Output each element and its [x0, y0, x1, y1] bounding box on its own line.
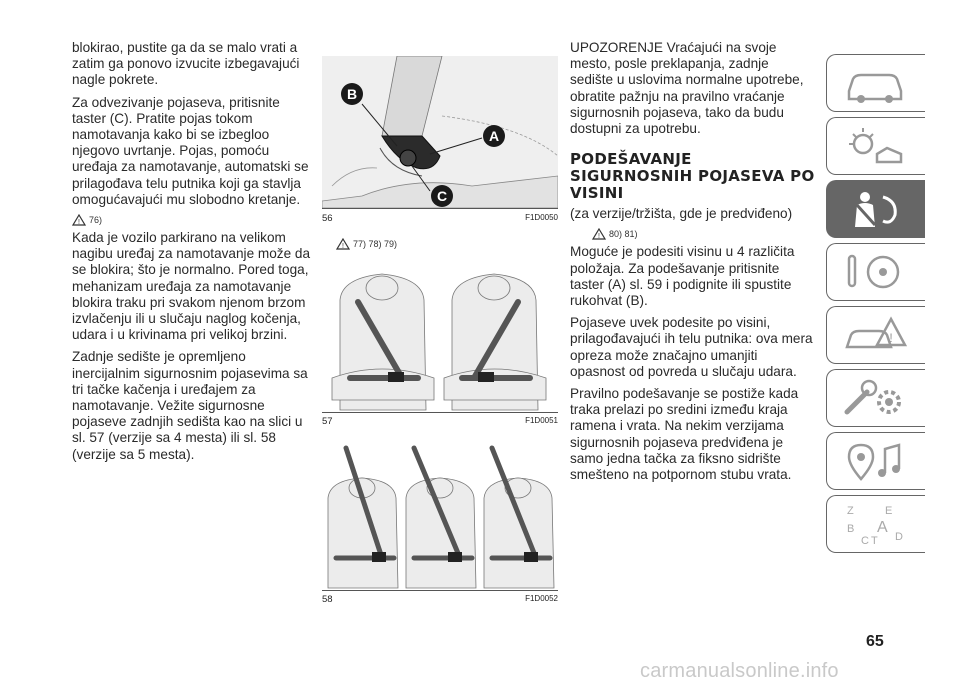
warning-car-icon — [841, 313, 911, 357]
section-heading: PODEŠAVANJE SIGURNOSNIH POJASEVA PO VISINI — [570, 150, 815, 203]
figure-code: F1D0050 — [525, 213, 558, 222]
paragraph: UPOZORENJE Vraćajući na svoje mesto, posle preklapanja, zadnje sedište u uslovima normalne upotrebe, obratite pažnju na pravilno vraćanje sigurnosnih pojaseva, tako da budu dostupni za upotrebu. — [570, 40, 804, 137]
index-letter: A — [877, 519, 888, 536]
chapter-tab-safety[interactable] — [826, 180, 925, 238]
page-number: 65 — [866, 633, 884, 650]
paragraph: Moguće je podesiti visinu u 4 različita položaja. Za podešavanje pritisnite taster (A) sl. 59 i podignite ili spustite rukohvat (B). — [570, 244, 795, 309]
warning-triangle-icon — [336, 238, 350, 250]
index-letter: D — [895, 531, 903, 543]
paragraph: Pojaseve uvek podesite po visini, prilagođavajući ih telu putnika: ova mera opreza može značajno umanjiti opasnost od povreda u slučaju udara. — [570, 315, 813, 379]
svg-text:!: ! — [78, 219, 80, 227]
right-text-column — [570, 40, 815, 489]
warning-reference — [592, 228, 815, 240]
chapter-tab-multimedia[interactable] — [826, 432, 925, 490]
paragraph: blokirao, pustite ga da se malo vrati a zatim ga ponovo izvucite izbegavajući nagle pokrete. — [72, 40, 300, 88]
svg-text:!: ! — [342, 243, 344, 250]
figure-56-seatbelt-buckle — [322, 56, 558, 209]
svg-text:!: ! — [598, 233, 600, 241]
chapter-tab-lights[interactable] — [826, 117, 925, 175]
warning-note-numbers: 77) 78) 79) — [353, 239, 398, 249]
index-letter: T — [871, 535, 878, 546]
wrench-gear-icon — [841, 376, 911, 420]
figure-callout-b: B — [346, 86, 358, 102]
chapter-tab-index — [826, 54, 926, 558]
chapter-tab-car[interactable] — [826, 54, 925, 112]
warning-triangle-icon — [592, 228, 606, 240]
chapter-tab-emergency[interactable] — [826, 306, 925, 364]
index-letter: E — [885, 505, 893, 517]
paragraph: Kada je vozilo parkirano na velikom nagibu uređaj za namotavanje može da se blokira; što je normalno. Pored toga, mehanizam uređaja za namotavanje blokira traku pri svakom njenom brzom izvlačenju ili u slučaju naglog kočenja, udara i u krivinama pri velikoj brzini. — [72, 230, 311, 343]
figure-number: 56 — [322, 213, 333, 224]
figure-callout-c: C — [436, 188, 448, 204]
location-music-icon — [841, 439, 911, 483]
abc-index-icon — [841, 502, 911, 546]
seatbelt-airbag-icon — [841, 187, 911, 231]
figure-56-caption — [322, 213, 558, 224]
figure-57-caption — [322, 416, 558, 427]
figure-number: 57 — [322, 416, 333, 427]
figure-callout-a: A — [488, 128, 500, 144]
chapter-tab-index[interactable] — [826, 495, 925, 553]
svg-text:!: ! — [889, 331, 893, 345]
warning-triangle-icon — [72, 214, 86, 226]
figure-57-rear-four-seat-belts — [322, 260, 558, 413]
left-text-column — [72, 40, 312, 469]
index-letter: B — [847, 523, 855, 535]
watermark: carmanualsonline.info — [640, 660, 839, 682]
chapter-tab-maintenance[interactable] — [826, 369, 925, 427]
warning-reference — [336, 238, 397, 250]
warning-note-numbers: 80) 81) — [609, 229, 638, 240]
car-icon — [841, 61, 911, 105]
paragraph: Pravilno podešavanje se postiže kada traka prelazi po sredini između kraja ramena i vrata. Na nekim verzijama sigurnosnih pojaseva predviđena je samo jedna tačka za fiksno sidrište smešteno na potpornom stubu vrata. — [570, 386, 799, 483]
paragraph: Zadnje sedište je opremljeno inercijalnim sigurnosnim pojasevima sa tri tačke kačenja i uređajem za namotavanje. Vežite sigurnosne pojaseve zadnjih sedišta kao na slici u sl. 57 (verzije sa 4 mesta) ili sl. 58 (verzije sa 5 mesta). — [72, 349, 308, 462]
subheading: (za verzije/tržišta, gde je predviđeno) — [570, 206, 793, 222]
index-letter: Z — [847, 505, 854, 517]
warning-reference — [72, 214, 312, 226]
index-letter: C — [861, 535, 869, 546]
warning-note-number: 76) — [89, 215, 103, 226]
figure-58-rear-five-seat-belts — [322, 438, 558, 591]
steering-key-icon — [841, 250, 911, 294]
figure-number: 58 — [322, 594, 333, 605]
paragraph: Za odvezivanje pojaseva, pritisnite taster (C). Pratite pojas tokom namotavanja kako bi se izbegloo njegovo uvrtanje. Pojas, pomoću uređaja za namotavanje, automatski se prilagođava telu putnika koji ga stavlja omogućavajući mu slobodno kretanje. — [72, 94, 309, 207]
chapter-tab-driving[interactable] — [826, 243, 925, 301]
figure-code: F1D0051 — [525, 416, 558, 425]
figure-code: F1D0052 — [525, 594, 558, 603]
figure-58-caption — [322, 594, 558, 605]
lights-icon — [841, 124, 911, 168]
